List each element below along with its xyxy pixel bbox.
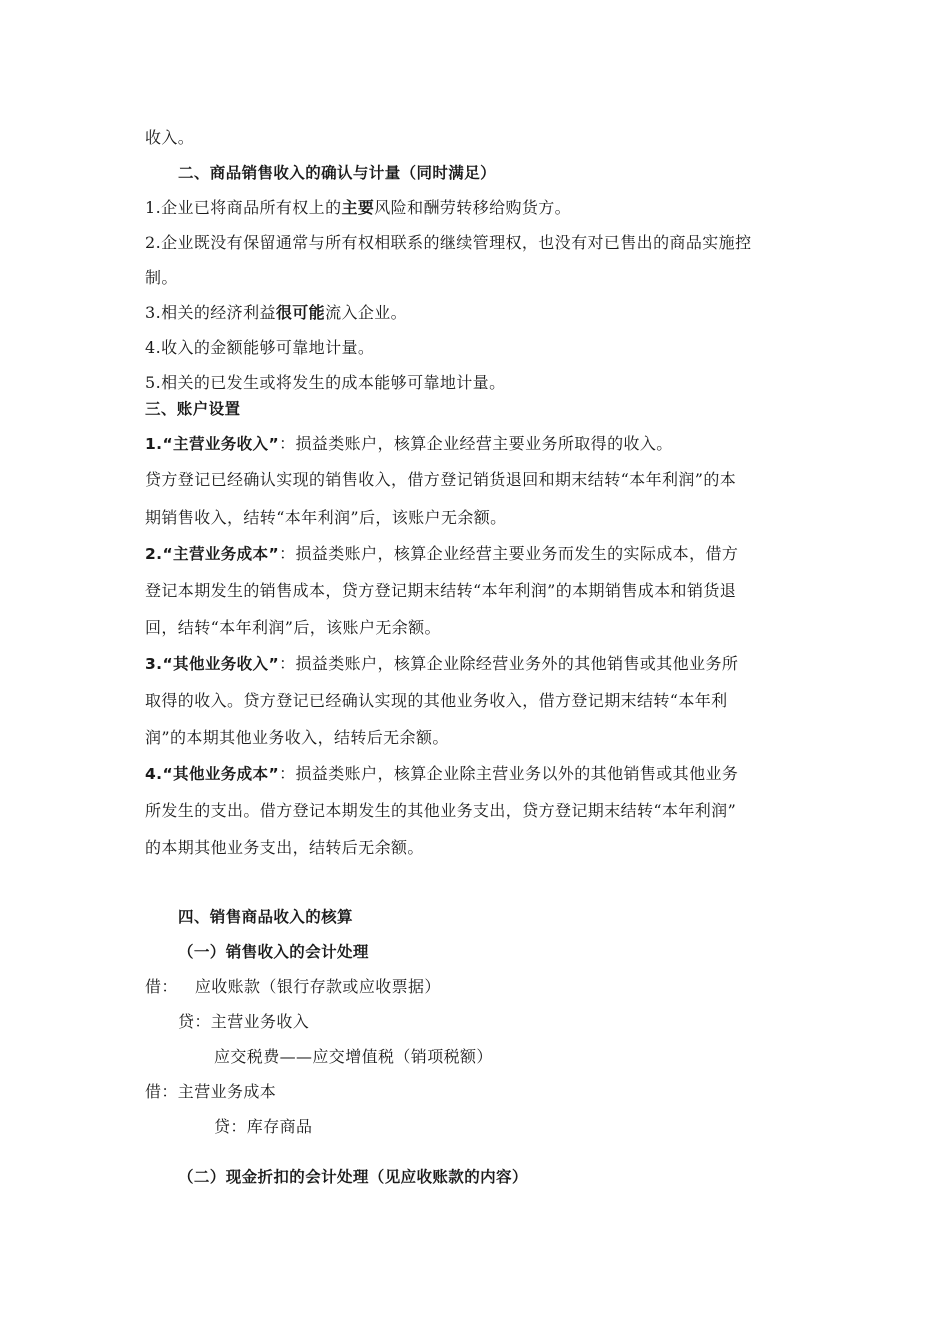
account-text: 应交税费——应交增值税（销项税额） [214,1047,493,1066]
account-text: 贷：主营业务收入 [178,1012,310,1031]
section-heading [178,907,843,927]
emphasis-text: 很可能 [275,303,326,322]
account-item [145,434,810,454]
text-run: ：损益类账户，核算企业除主营业务以外的其他销售或其他业务 [279,764,739,783]
account-name: 2.“主营业务成本” [145,545,280,563]
text-run: 制。 [145,268,178,287]
heading-text: 四、销售商品收入的核算 [178,908,353,926]
text-run: 2.企业既没有保留通常与所有权相联系的继续管理权，也没有对已售出的商品实施控 [145,233,752,252]
subsection-heading [178,1167,843,1187]
list-item [145,198,810,218]
section-heading [178,163,843,183]
text-run: 贷方登记已经确认实现的销售收入，借方登记销货退回和期末结转“本年利润”的本 [145,470,737,489]
account-name: 3.“其他业务收入” [145,655,280,673]
text-run: 收入。 [145,128,195,147]
heading-text: （一）销售收入的会计处理 [178,943,369,961]
section-heading [145,399,810,419]
text-line [145,470,810,490]
list-item [145,373,810,393]
text-line [145,691,810,711]
text-line [145,581,810,601]
journal-entry-credit [214,1047,879,1067]
text-line [145,508,810,528]
list-item [145,233,810,253]
heading-text: （二）现金折扣的会计处理（见应收账款的内容） [178,1168,528,1186]
heading-text: 二、商品销售收入的确认与计量（同时满足） [178,164,497,182]
text-run: ：损益类账户，核算企业经营主要业务所取得的收入。 [279,434,673,453]
text-run: 登记本期发生的销售成本，贷方登记期末结转“本年利润”的本期销售成本和销货退 [145,581,737,600]
account-name: 4.“其他业务成本” [145,765,280,783]
subsection-heading [178,942,843,962]
account-name: 1.“主营业务收入” [145,435,280,453]
text-line [145,801,810,821]
text-run: 所发生的支出。借方登记本期发生的其他业务支出，贷方登记期末结转“本年利润” [145,801,737,820]
text-run: 4.收入的金额能够可靠地计量。 [145,338,375,357]
text-run: ：损益类账户，核算企业除经营业务外的其他销售或其他业务所 [279,654,739,673]
text-run: 润”的本期其他业务收入，结转后无余额。 [145,728,449,747]
text-run: 3.相关的经济利益 [145,303,276,322]
text-run: 5.相关的已发生或将发生的成本能够可靠地计量。 [145,373,506,392]
account-text: 应收账款（银行存款或应收票据） [194,977,441,996]
text-run: 的本期其他业务支出，结转后无余额。 [145,838,424,857]
account-item [145,544,810,564]
account-text: 贷：库存商品 [214,1117,313,1136]
text-line [145,268,810,288]
text-run: 风险和酬劳转移给购货方。 [374,198,572,217]
text-run: 回，结转“本年利润”后，该账户无余额。 [145,618,441,637]
text-line [145,618,810,638]
journal-entry-debit [145,1082,810,1102]
journal-entry-credit [214,1117,879,1137]
list-item [145,338,810,358]
text-run: 1.企业已将商品所有权上的 [145,198,342,217]
debit-label: 借： [145,977,178,996]
list-item [145,303,810,323]
text-run: 期销售收入，结转“本年利润”后，该账户无余额。 [145,508,507,527]
text-run: 取得的收入。贷方登记已经确认实现的其他业务收入，借方登记期末结转“本年利 [145,691,728,710]
account-item [145,654,810,674]
account-item [145,764,810,784]
text-run: ：损益类账户，核算企业经营主要业务而发生的实际成本，借方 [279,544,739,563]
heading-text: 三、账户设置 [145,400,241,418]
account-text: 借：主营业务成本 [145,1082,277,1101]
text-run: 流入企业。 [325,303,408,322]
text-line [145,838,810,858]
text-line [145,728,810,748]
journal-entry-credit [178,1012,843,1032]
journal-entry-debit [145,977,810,997]
text-line [145,128,810,148]
emphasis-text: 主要 [341,198,375,217]
